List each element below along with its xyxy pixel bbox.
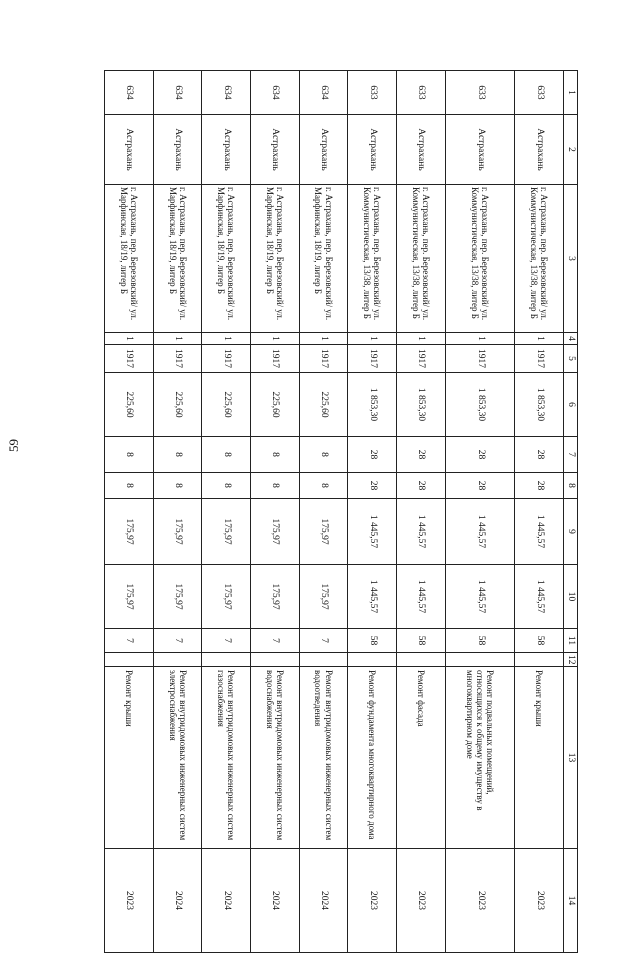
col10-cell: 1 445,57 bbox=[348, 565, 397, 629]
col12-cell bbox=[250, 653, 299, 667]
col9-cell: 175,97 bbox=[299, 499, 348, 565]
city-cell: Астрахань bbox=[105, 115, 154, 185]
col8-cell: 8 bbox=[202, 473, 251, 499]
col9-cell: 175,97 bbox=[202, 499, 251, 565]
house-id-cell: 634 bbox=[153, 71, 202, 115]
city-cell: Астрахань bbox=[445, 115, 515, 185]
address-cell: г. Астрахань, пер. Березовский/ ул. Марфинская, 18/19, литер Б bbox=[250, 185, 299, 333]
house-id-cell: 633 bbox=[396, 71, 445, 115]
col11-cell: 7 bbox=[250, 629, 299, 653]
column-header: 12 bbox=[564, 653, 578, 667]
col4-cell: 1 bbox=[515, 333, 564, 345]
col9-cell: 175,97 bbox=[105, 499, 154, 565]
column-header: 9 bbox=[564, 499, 578, 565]
total-area-cell: 1 853,30 bbox=[515, 373, 564, 437]
work-type-cell: Ремонт крыши bbox=[515, 667, 564, 849]
build-year-cell: 1917 bbox=[299, 345, 348, 373]
col12-cell bbox=[515, 653, 564, 667]
house-id-cell: 634 bbox=[299, 71, 348, 115]
table-row bbox=[202, 71, 251, 953]
col11-cell: 7 bbox=[153, 629, 202, 653]
col11-cell: 58 bbox=[348, 629, 397, 653]
col12-cell bbox=[202, 653, 251, 667]
page-number: 59 bbox=[6, 439, 21, 452]
col11-cell: 7 bbox=[105, 629, 154, 653]
col4-cell: 1 bbox=[250, 333, 299, 345]
col8-cell: 28 bbox=[348, 473, 397, 499]
total-area-cell: 225,60 bbox=[153, 373, 202, 437]
house-id-cell: 633 bbox=[515, 71, 564, 115]
address-cell: г. Астрахань, пер. Березовский/ ул. Коммунистическая, 13/38, литер Б bbox=[348, 185, 397, 333]
col10-cell: 1 445,57 bbox=[515, 565, 564, 629]
col8-cell: 28 bbox=[396, 473, 445, 499]
plan-year-cell: 2024 bbox=[250, 849, 299, 953]
col11-cell: 58 bbox=[445, 629, 515, 653]
table-row bbox=[396, 71, 445, 953]
column-header: 5 bbox=[564, 345, 578, 373]
build-year-cell: 1917 bbox=[202, 345, 251, 373]
address-cell: г. Астрахань, пер. Березовский/ ул. Коммунистическая, 13/38, литер Б bbox=[515, 185, 564, 333]
col12-cell bbox=[445, 653, 515, 667]
col10-cell: 1 445,57 bbox=[396, 565, 445, 629]
col11-cell: 7 bbox=[202, 629, 251, 653]
table-row bbox=[299, 71, 348, 953]
col9-cell: 1 445,57 bbox=[445, 499, 515, 565]
work-type-cell: Ремонт внутридомовых инженерных систем водоотведения bbox=[299, 667, 348, 849]
house-id-cell: 633 bbox=[445, 71, 515, 115]
col7-cell: 8 bbox=[105, 437, 154, 473]
build-year-cell: 1917 bbox=[153, 345, 202, 373]
column-header: 4 bbox=[564, 333, 578, 345]
city-cell: Астрахань bbox=[299, 115, 348, 185]
col12-cell bbox=[299, 653, 348, 667]
address-cell: г. Астрахань, пер. Березовский/ ул. Коммунистическая, 13/38, литер Б bbox=[396, 185, 445, 333]
column-header: 8 bbox=[564, 473, 578, 499]
work-type-cell: Ремонт подвальных помещений, относящихся к общему имуществу в многоквартирном доме bbox=[445, 667, 515, 849]
address-cell: г. Астрахань, пер. Березовский/ ул. Коммунистическая, 13/38, литер Б bbox=[445, 185, 515, 333]
col11-cell: 58 bbox=[515, 629, 564, 653]
rotated-table-wrapper bbox=[104, 70, 578, 910]
total-area-cell: 225,60 bbox=[250, 373, 299, 437]
column-number-row bbox=[564, 71, 578, 953]
col7-cell: 8 bbox=[153, 437, 202, 473]
col4-cell: 1 bbox=[299, 333, 348, 345]
col7-cell: 28 bbox=[515, 437, 564, 473]
col8-cell: 28 bbox=[445, 473, 515, 499]
address-cell: г. Астрахань, пер. Березовский/ ул. Марфинская, 18/19, литер Б bbox=[105, 185, 154, 333]
house-id-cell: 634 bbox=[250, 71, 299, 115]
plan-year-cell: 2024 bbox=[153, 849, 202, 953]
plan-year-cell: 2023 bbox=[515, 849, 564, 953]
city-cell: Астрахань bbox=[396, 115, 445, 185]
col7-cell: 28 bbox=[396, 437, 445, 473]
col7-cell: 8 bbox=[202, 437, 251, 473]
table-row bbox=[250, 71, 299, 953]
address-cell: г. Астрахань, пер. Березовский/ ул. Марфинская, 18/19, литер Б bbox=[202, 185, 251, 333]
address-cell: г. Астрахань, пер. Березовский/ ул. Марфинская, 18/19, литер Б bbox=[299, 185, 348, 333]
col11-cell: 58 bbox=[396, 629, 445, 653]
city-cell: Астрахань bbox=[153, 115, 202, 185]
col9-cell: 1 445,57 bbox=[396, 499, 445, 565]
address-cell: г. Астрахань, пер. Березовский/ ул. Марфинская, 18/19, литер Б bbox=[153, 185, 202, 333]
house-id-cell: 634 bbox=[202, 71, 251, 115]
build-year-cell: 1917 bbox=[105, 345, 154, 373]
plan-year-cell: 2023 bbox=[105, 849, 154, 953]
city-cell: Астрахань bbox=[348, 115, 397, 185]
col10-cell: 175,97 bbox=[153, 565, 202, 629]
table-row bbox=[348, 71, 397, 953]
total-area-cell: 225,60 bbox=[105, 373, 154, 437]
col10-cell: 175,97 bbox=[202, 565, 251, 629]
work-type-cell: Ремонт внутридомовых инженерных систем электроснабжения bbox=[153, 667, 202, 849]
repair-program-table bbox=[104, 70, 578, 953]
column-header: 7 bbox=[564, 437, 578, 473]
col10-cell: 175,97 bbox=[105, 565, 154, 629]
col9-cell: 1 445,57 bbox=[515, 499, 564, 565]
work-type-cell: Ремонт крыши bbox=[105, 667, 154, 849]
city-cell: Астрахань bbox=[515, 115, 564, 185]
col12-cell bbox=[105, 653, 154, 667]
column-header: 13 bbox=[564, 667, 578, 849]
column-header: 1 bbox=[564, 71, 578, 115]
col10-cell: 175,97 bbox=[299, 565, 348, 629]
col4-cell: 1 bbox=[105, 333, 154, 345]
build-year-cell: 1917 bbox=[515, 345, 564, 373]
col4-cell: 1 bbox=[153, 333, 202, 345]
table-row bbox=[515, 71, 564, 953]
plan-year-cell: 2024 bbox=[299, 849, 348, 953]
table-row bbox=[445, 71, 515, 953]
work-type-cell: Ремонт внутридомовых инженерных систем газоснабжения bbox=[202, 667, 251, 849]
work-type-cell: Ремонт фасада bbox=[396, 667, 445, 849]
col7-cell: 8 bbox=[250, 437, 299, 473]
column-header: 3 bbox=[564, 185, 578, 333]
col12-cell bbox=[153, 653, 202, 667]
col4-cell: 1 bbox=[202, 333, 251, 345]
table-row bbox=[105, 71, 154, 953]
col7-cell: 8 bbox=[299, 437, 348, 473]
plan-year-cell: 2023 bbox=[396, 849, 445, 953]
col7-cell: 28 bbox=[348, 437, 397, 473]
total-area-cell: 1 853,30 bbox=[396, 373, 445, 437]
plan-year-cell: 2023 bbox=[348, 849, 397, 953]
col12-cell bbox=[348, 653, 397, 667]
build-year-cell: 1917 bbox=[250, 345, 299, 373]
col8-cell: 28 bbox=[515, 473, 564, 499]
house-id-cell: 633 bbox=[348, 71, 397, 115]
build-year-cell: 1917 bbox=[348, 345, 397, 373]
col8-cell: 8 bbox=[105, 473, 154, 499]
total-area-cell: 225,60 bbox=[202, 373, 251, 437]
col10-cell: 175,97 bbox=[250, 565, 299, 629]
col9-cell: 175,97 bbox=[250, 499, 299, 565]
plan-year-cell: 2023 bbox=[445, 849, 515, 953]
col9-cell: 175,97 bbox=[153, 499, 202, 565]
col12-cell bbox=[396, 653, 445, 667]
col7-cell: 28 bbox=[445, 437, 515, 473]
total-area-cell: 1 853,30 bbox=[445, 373, 515, 437]
total-area-cell: 225,60 bbox=[299, 373, 348, 437]
col4-cell: 1 bbox=[396, 333, 445, 345]
col10-cell: 1 445,57 bbox=[445, 565, 515, 629]
col8-cell: 8 bbox=[250, 473, 299, 499]
total-area-cell: 1 853,30 bbox=[348, 373, 397, 437]
col8-cell: 8 bbox=[299, 473, 348, 499]
house-id-cell: 634 bbox=[105, 71, 154, 115]
col8-cell: 8 bbox=[153, 473, 202, 499]
column-header: 2 bbox=[564, 115, 578, 185]
build-year-cell: 1917 bbox=[445, 345, 515, 373]
plan-year-cell: 2024 bbox=[202, 849, 251, 953]
column-header: 10 bbox=[564, 565, 578, 629]
column-header: 14 bbox=[564, 849, 578, 953]
city-cell: Астрахань bbox=[250, 115, 299, 185]
column-header: 6 bbox=[564, 373, 578, 437]
column-header: 11 bbox=[564, 629, 578, 653]
table-row bbox=[153, 71, 202, 953]
build-year-cell: 1917 bbox=[396, 345, 445, 373]
work-type-cell: Ремонт внутридомовых инженерных систем водоснабжения bbox=[250, 667, 299, 849]
col4-cell: 1 bbox=[445, 333, 515, 345]
table-body bbox=[105, 71, 564, 953]
col4-cell: 1 bbox=[348, 333, 397, 345]
col11-cell: 7 bbox=[299, 629, 348, 653]
work-type-cell: Ремонт фундамента многоквартирного дома bbox=[348, 667, 397, 849]
city-cell: Астрахань bbox=[202, 115, 251, 185]
col9-cell: 1 445,57 bbox=[348, 499, 397, 565]
